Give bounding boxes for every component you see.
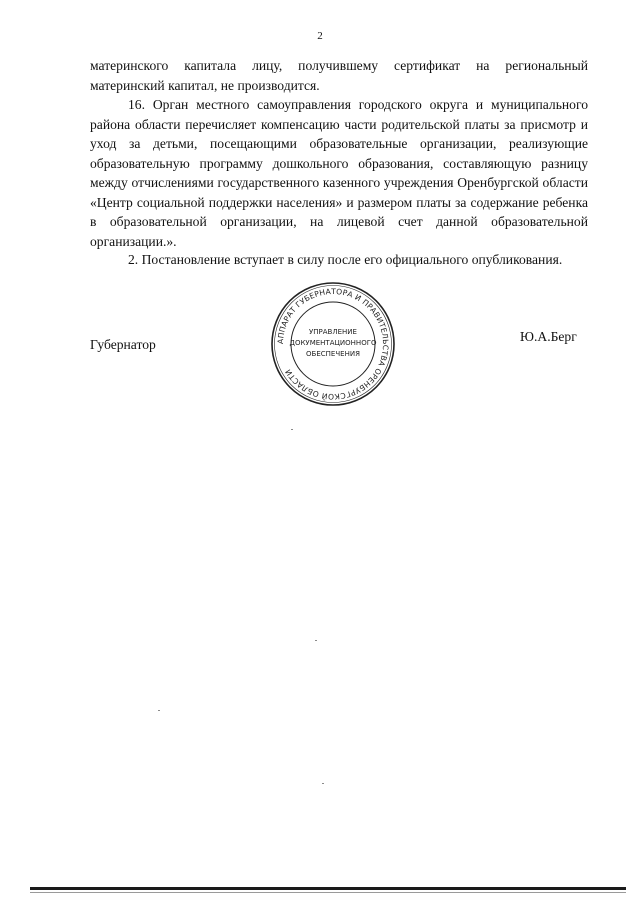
- bottom-scan-edge: [30, 887, 626, 890]
- bottom-scan-edge-thin: [30, 892, 626, 893]
- page-number: 2: [317, 30, 323, 42]
- paragraph-item-16: 16. Орган местного самоуправления городского округа и муниципального района области перечисляет компенсацию части родительской платы за присмотр и уход за детьми, посещающими образовательные организации, реализующие образовательную программу дошкольного образования, составляющую разницу между отчислениями государственного казенного учреждения Оренбургской области «Центр социальной поддержки населения» и размером платы за содержание ребенка в образовательной организации, на лицевой счет данной образовательной организации.».: [90, 97, 588, 249]
- seal-line-2: ДОКУМЕНТАЦИОННОГО: [289, 339, 377, 347]
- paragraph-continuation: материнского капитала лицу, получившему сертификат на региональный материнский капитал, не производится.: [90, 58, 588, 93]
- signature-position: Губернатор: [90, 337, 156, 352]
- official-seal: [268, 279, 398, 409]
- seal-line-1: УПРАВЛЕНИЕ: [309, 328, 357, 336]
- seal-line-3: ОБЕСПЕЧЕНИЯ: [306, 350, 360, 358]
- scan-speck: [322, 783, 324, 784]
- scan-speck: [291, 429, 293, 430]
- scan-speck: [158, 710, 160, 711]
- scan-speck: [315, 640, 317, 641]
- seal-ring-text: АППАРАТ ГУБЕРНАТОРА И ПРАВИТЕЛЬСТВА ОРЕНБУРГСКОЙ ОБЛАСТИ: [275, 286, 391, 402]
- signature-name: Ю.А.Берг: [520, 329, 577, 344]
- paragraph-effective-date: 2. Постановление вступает в силу после его официального опубликования.: [128, 252, 563, 267]
